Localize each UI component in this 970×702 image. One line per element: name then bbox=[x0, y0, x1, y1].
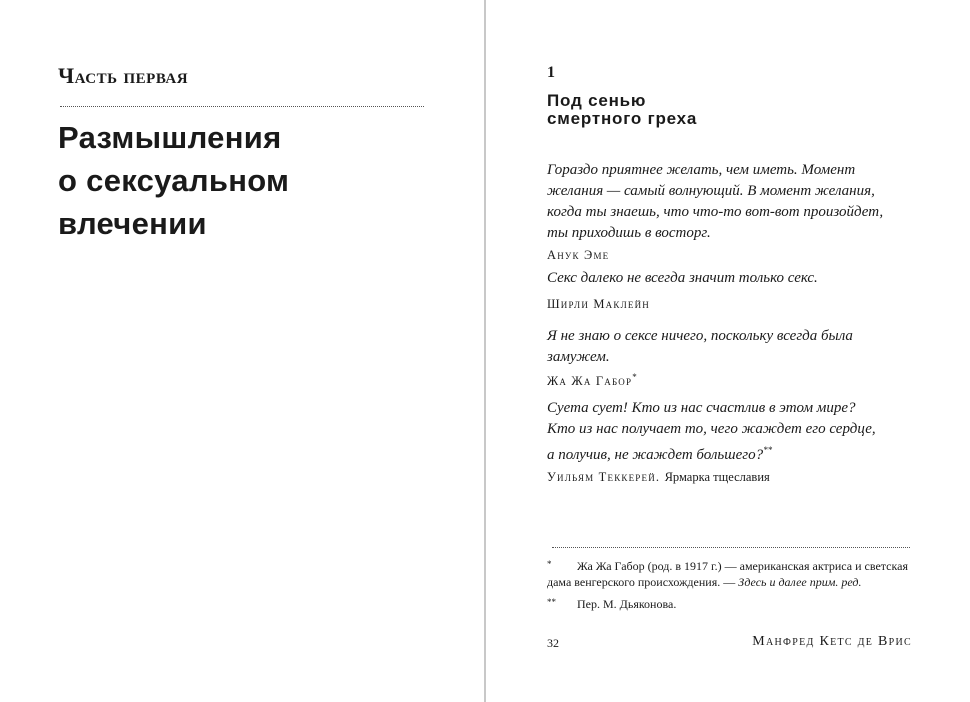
footnote bbox=[547, 558, 927, 590]
epigraph-quote bbox=[547, 268, 927, 312]
quote-line: замужем. bbox=[547, 349, 610, 365]
footnote-mark: * bbox=[547, 559, 552, 569]
quote-author: Ширли Маклейн bbox=[547, 297, 650, 311]
quote-author bbox=[547, 372, 927, 389]
author-name: Жа Жа Габор bbox=[547, 374, 633, 389]
footnote-text: дама венгерского происхождения. — bbox=[547, 575, 736, 589]
quote-line bbox=[547, 440, 927, 466]
right-page bbox=[486, 0, 970, 702]
quote-line: Суета сует! Кто из нас счастлив в этом мире? bbox=[547, 400, 856, 416]
footnote-ref: * bbox=[632, 372, 637, 382]
quote-author: Анук Эме bbox=[547, 248, 610, 262]
running-head: Манфред Кетс де Врис bbox=[752, 634, 912, 649]
chapter-number: 1 bbox=[547, 64, 555, 81]
chapter-title-line: Под сенью bbox=[547, 91, 647, 110]
footnote-rule bbox=[552, 547, 910, 548]
part-title-line: Размышления bbox=[58, 120, 282, 155]
quote-text bbox=[547, 326, 927, 368]
quote-line: желания — самый волнующий. В момент желания, bbox=[547, 183, 875, 199]
author-name: Уильям Теккерей. bbox=[547, 470, 661, 484]
footnote-editor-note: Здесь и далее прим. ред. bbox=[738, 575, 862, 589]
footnote-line: Жа Жа Габор (род. в 1917 г.) — американская актриса и светская bbox=[577, 559, 908, 573]
part-label: Часть первая bbox=[58, 63, 189, 88]
footnotes bbox=[547, 558, 927, 618]
epigraph-quote bbox=[547, 398, 927, 485]
quote-line: Я не знаю о сексе ничего, поскольку всегда была bbox=[547, 328, 853, 344]
quote-text bbox=[547, 268, 927, 289]
chapter-title bbox=[547, 92, 697, 128]
quote-author bbox=[547, 470, 927, 485]
quote-text bbox=[547, 398, 927, 466]
left-page bbox=[0, 0, 484, 702]
footnote-line bbox=[547, 574, 927, 590]
quote-line: Секс далеко не всегда значит только секс. bbox=[547, 270, 818, 286]
footnote-mark: ** bbox=[547, 597, 556, 607]
part-title-line: о сексуальном bbox=[58, 163, 290, 198]
part-title-line: влечении bbox=[58, 206, 207, 241]
epigraph-quote bbox=[547, 326, 927, 389]
quote-line: Гораздо приятнее желать, чем иметь. Момент bbox=[547, 162, 856, 178]
quote-line: Кто из нас получает то, чего жаждет его сердце, bbox=[547, 421, 876, 437]
dotted-rule bbox=[60, 106, 424, 107]
footnote-line: Пер. М. Дьяконова. bbox=[577, 597, 677, 611]
quote-source: Ярмарка тщеславия bbox=[664, 470, 770, 484]
footnote-ref: ** bbox=[763, 445, 773, 455]
footnote bbox=[547, 596, 927, 612]
quote-text bbox=[547, 160, 927, 244]
quote-line: ты приходишь в восторг. bbox=[547, 225, 711, 241]
quote-line: когда ты знаешь, что что-то вот-вот произойдет, bbox=[547, 204, 884, 220]
page-number: 32 bbox=[547, 636, 559, 650]
quote-line-text: а получив, не жаждет большего? bbox=[547, 447, 764, 463]
part-title bbox=[58, 116, 289, 245]
epigraph-quote bbox=[547, 160, 927, 263]
chapter-title-line: смертного греха bbox=[547, 109, 698, 128]
